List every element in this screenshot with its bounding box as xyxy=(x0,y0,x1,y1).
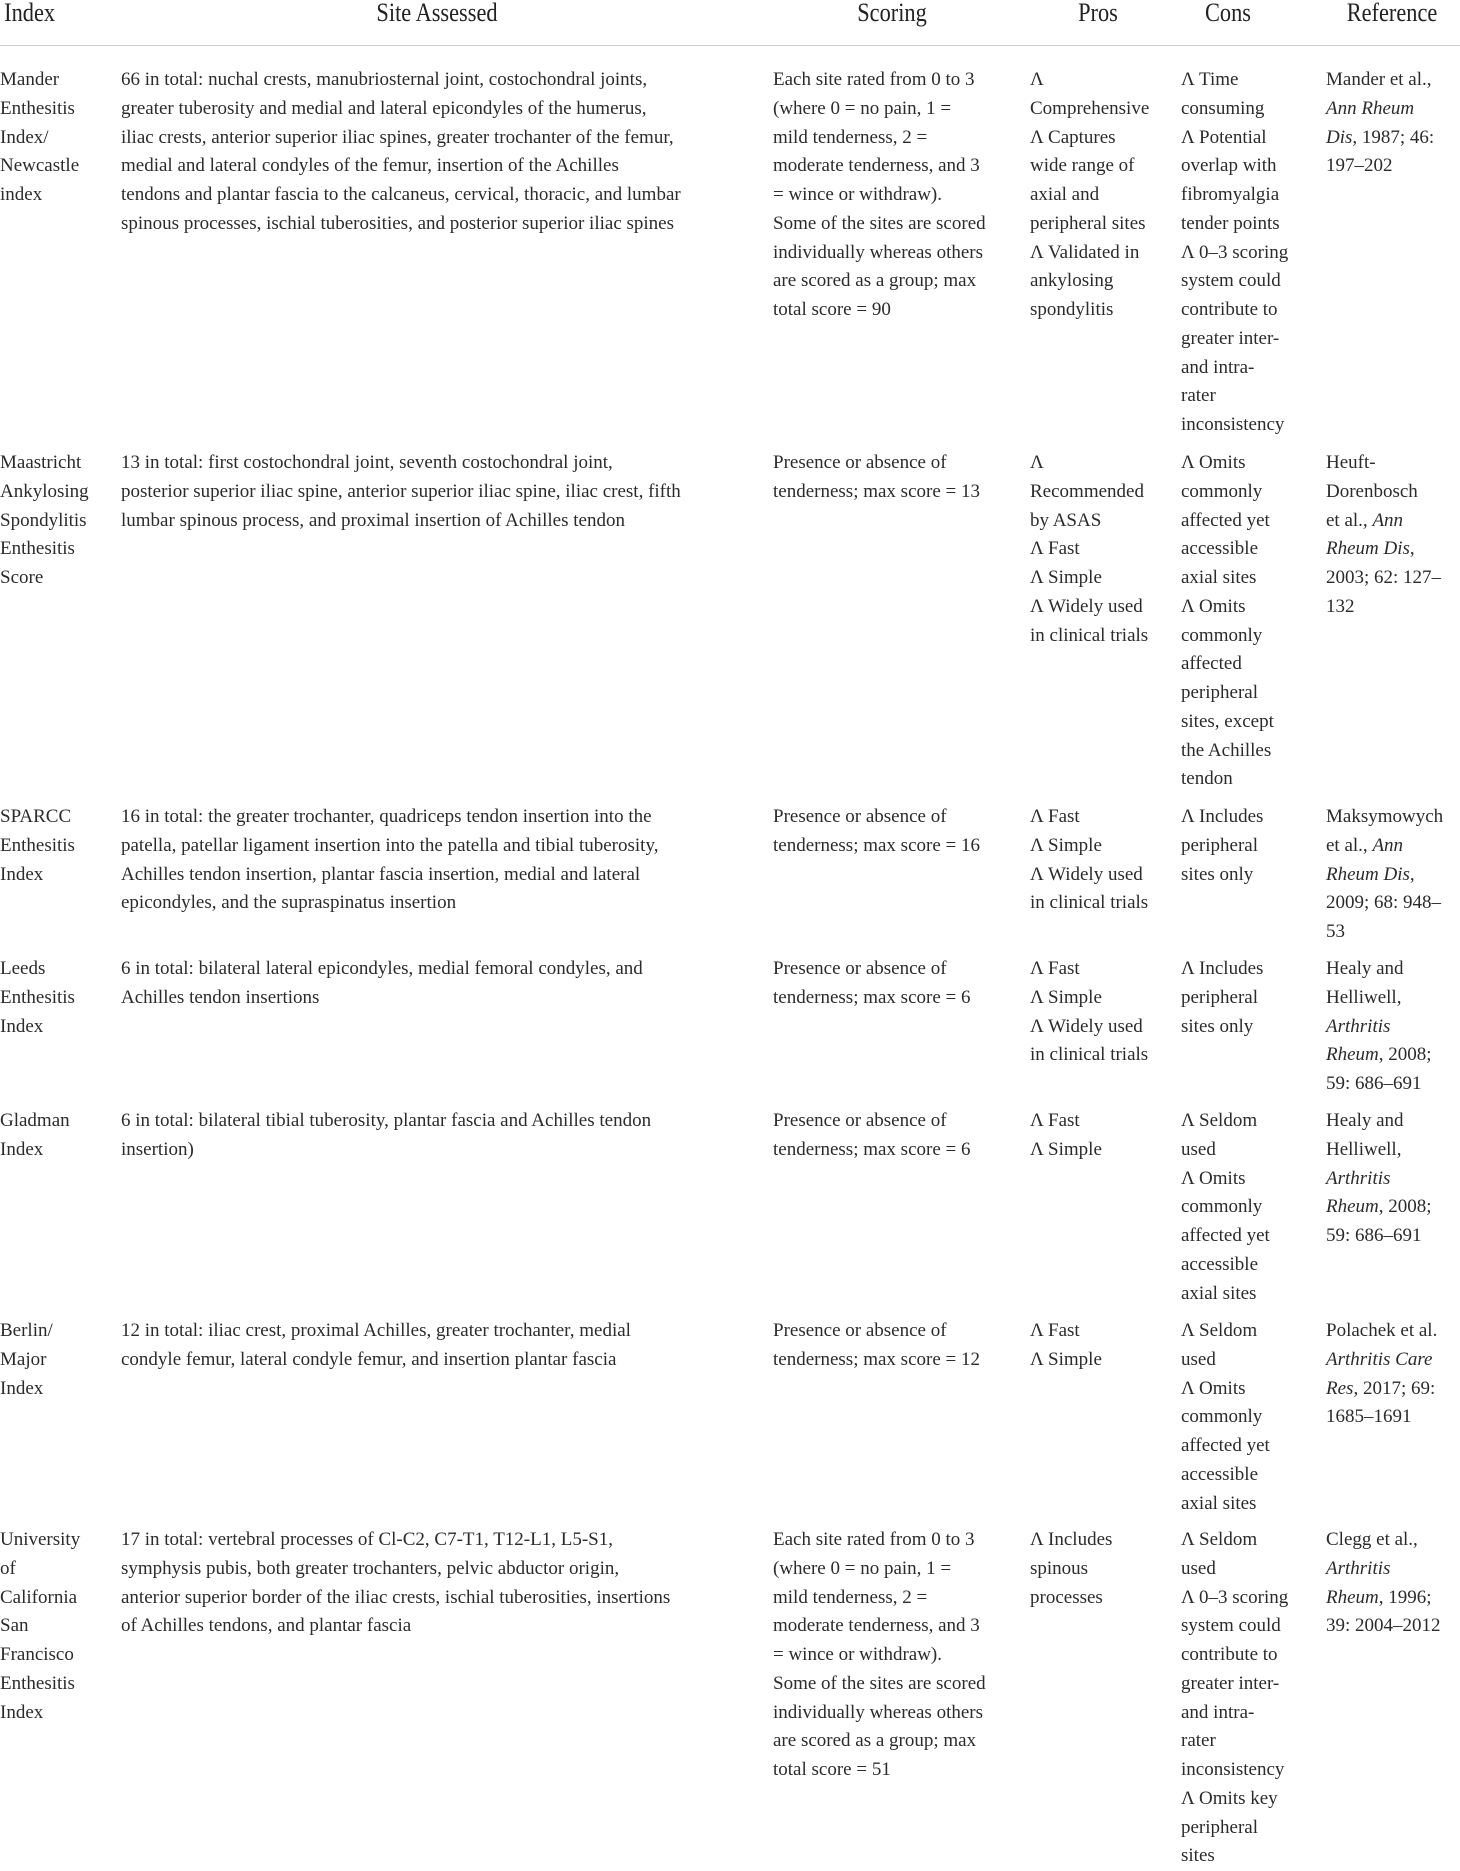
index-cell: Berlin/ Major Index xyxy=(0,1320,53,1399)
site-assessed-cell: 16 in total: the greater trochanter, quadriceps tendon insertion into the patella, patellar ligament insertion into the patella and tibial tuberosity, Achilles tendon insertion, plantar fascia insertion, medial and lateral epicondyles, and the supraspinatus insertion xyxy=(121,806,659,914)
header-divider xyxy=(0,45,1460,46)
scoring-cell: Each site rated from 0 to 3 (where 0 = no pain, 1 = mild tenderness, 2 = moderate tenderness, and 3 = wince or withdraw). Some of the sites are scored individually whereas others are scored as a group; max total score = 51 xyxy=(773,1529,986,1780)
scoring-cell: Presence or absence of tenderness; max score = 13 xyxy=(773,452,980,502)
site-assessed-cell: 12 in total: iliac crest, proximal Achilles, greater trochanter, medial condyle femur, lateral condyle femur, and insertion plantar fascia xyxy=(121,1320,631,1370)
reference-text: Mander et al., xyxy=(1326,69,1432,90)
header-site-assessed: Site Assessed xyxy=(376,0,498,27)
reference-text: , 1987; 46: 197–202 xyxy=(1326,126,1435,177)
site-assessed-cell: 66 in total: nuchal crests, manubriosternal joint, costochondral joints, greater tuberosity and medial and lateral epicondyles of the humerus, iliac crests, anterior superior iliac spines, greater trochanter of the femur, medial and lateral condyles of the femur, insertion of the Achilles tendons and plantar fascia to the calcaneus, cervical, thoracic, and lumbar spinous processes, ischial tuberosities, and posterior superior iliac spines xyxy=(121,69,681,234)
journal-name: Arthritis Rheum xyxy=(1326,1015,1391,1066)
reference-text: , 2009; 68: 948– 53 xyxy=(1326,863,1442,942)
cons-cell: Λ Seldom used Λ Omits commonly affected yet accessible axial sites xyxy=(1181,1110,1270,1304)
pros-cell: Λ Fast Λ Simple Λ Widely used in clinical trials xyxy=(1030,806,1149,914)
journal-name: Ann Rheum Dis xyxy=(1326,834,1410,885)
index-cell: Gladman Index xyxy=(0,1110,70,1160)
reference-cell xyxy=(1326,66,1434,181)
scoring-cell: Presence or absence of tenderness; max score = 6 xyxy=(773,1110,971,1160)
reference-text: Heuft- Dorenbosch et al., xyxy=(1326,452,1418,531)
reference-text: , 1996; 39: 2004–2012 xyxy=(1326,1586,1441,1637)
header-scoring: Scoring xyxy=(857,0,927,27)
reference-cell xyxy=(1326,955,1432,1099)
pros-cell: Λ Fast Λ Simple Λ Widely used in clinical trials xyxy=(1030,958,1149,1066)
pros-cell: Λ Includes spinous processes xyxy=(1030,1529,1113,1608)
reference-text: Polachek et al. xyxy=(1326,1320,1438,1341)
cons-cell: Λ Seldom used Λ 0–3 scoring system could contribute to greater inter- and intra- rater inconsistency Λ Omits key peripheral sites xyxy=(1181,1529,1289,1867)
reference-cell xyxy=(1326,1107,1432,1251)
site-assessed-cell: 13 in total: first costochondral joint, seventh costochondral joint, posterior superior iliac spine, anterior superior iliac spine, iliac crest, fifth lumbar spinous process, and proximal insertion of Achilles tendon xyxy=(121,452,681,531)
index-cell: University of California San Francisco Enthesitis Index xyxy=(0,1529,81,1723)
journal-name: Arthritis Rheum xyxy=(1326,1557,1391,1608)
reference-cell xyxy=(1326,803,1443,947)
reference-text: Healy and Helliwell, xyxy=(1326,1110,1404,1160)
header-reference: Reference xyxy=(1346,0,1438,27)
journal-name: Arthritis Care Res xyxy=(1326,1348,1433,1399)
header-index: Index xyxy=(4,0,56,27)
reference-cell xyxy=(1326,1317,1437,1432)
index-cell: SPARCC Enthesitis Index xyxy=(0,806,75,885)
reference-text: , 2003; 62: 127– 132 xyxy=(1326,538,1442,617)
index-cell: Maastricht Ankylosing Spondylitis Enthesitis Score xyxy=(0,452,89,588)
pros-cell: Λ Recommended by ASAS Λ Fast Λ Simple Λ Widely used in clinical trials xyxy=(1030,452,1149,646)
pros-cell: Λ Fast Λ Simple xyxy=(1030,1320,1102,1370)
cons-cell: Λ Time consuming Λ Potential overlap with fibromyalgia tender points Λ 0–3 scoring system could contribute to greater inter- and intra- rater inconsistency xyxy=(1181,69,1289,435)
scoring-cell: Presence or absence of tenderness; max score = 16 xyxy=(773,806,980,856)
cons-cell: Λ Includes peripheral sites only xyxy=(1181,958,1264,1037)
header-pros: Pros xyxy=(1078,0,1118,27)
cons-cell: Λ Includes peripheral sites only xyxy=(1181,806,1264,885)
scoring-cell: Presence or absence of tenderness; max score = 12 xyxy=(773,1320,980,1370)
reference-text: Clegg et al., xyxy=(1326,1529,1418,1550)
reference-text: , 2008; 59: 686–691 xyxy=(1326,1196,1432,1246)
pros-cell: Λ Comprehensive Λ Captures wide range of axial and peripheral sites Λ Validated in ankylosing spondylitis xyxy=(1030,69,1150,320)
reference-cell xyxy=(1326,449,1441,622)
cons-cell: Λ Seldom used Λ Omits commonly affected yet accessible axial sites xyxy=(1181,1320,1270,1514)
reference-text: Maksymowych et al., xyxy=(1326,806,1444,856)
site-assessed-cell: 6 in total: bilateral lateral epicondyles, medial femoral condyles, and Achilles tendon insertions xyxy=(121,958,643,1008)
scoring-cell: Presence or absence of tenderness; max score = 6 xyxy=(773,958,971,1008)
journal-name: Ann Rheum Dis xyxy=(1326,509,1410,560)
reference-cell xyxy=(1326,1526,1441,1641)
reference-text: Healy and Helliwell, xyxy=(1326,958,1404,1008)
reference-text: , 2008; 59: 686–691 xyxy=(1326,1044,1432,1094)
site-assessed-cell: 17 in total: vertebral processes of Cl-C2, C7-T1, T12-L1, L5-S1, symphysis pubis, both greater trochanters, pelvic abductor origin, anterior superior border of the iliac crests, ischial tuberosities, insertions of Achilles tendons, and plantar fascia xyxy=(121,1529,671,1637)
scoring-cell: Each site rated from 0 to 3 (where 0 = no pain, 1 = mild tenderness, 2 = moderate tenderness, and 3 = wince or withdraw). Some of the sites are scored individually whereas others are scored as a group; max total score = 90 xyxy=(773,69,986,320)
header-cons: Cons xyxy=(1205,0,1251,27)
index-cell: Mander Enthesitis Index/ Newcastle index xyxy=(0,69,80,205)
journal-name: Arthritis Rheum xyxy=(1326,1167,1391,1218)
index-cell: Leeds Enthesitis Index xyxy=(0,958,75,1037)
reference-text: , 2017; 69: 1685–1691 xyxy=(1326,1377,1436,1428)
journal-name: Ann Rheum Dis xyxy=(1326,97,1415,148)
pros-cell: Λ Fast Λ Simple xyxy=(1030,1110,1102,1160)
site-assessed-cell: 6 in total: bilateral tibial tuberosity, plantar fascia and Achilles tendon insertion) xyxy=(121,1110,652,1160)
cons-cell: Λ Omits commonly affected yet accessible axial sites Λ Omits commonly affected peripheral sites, except the Achilles tendon xyxy=(1181,452,1274,790)
